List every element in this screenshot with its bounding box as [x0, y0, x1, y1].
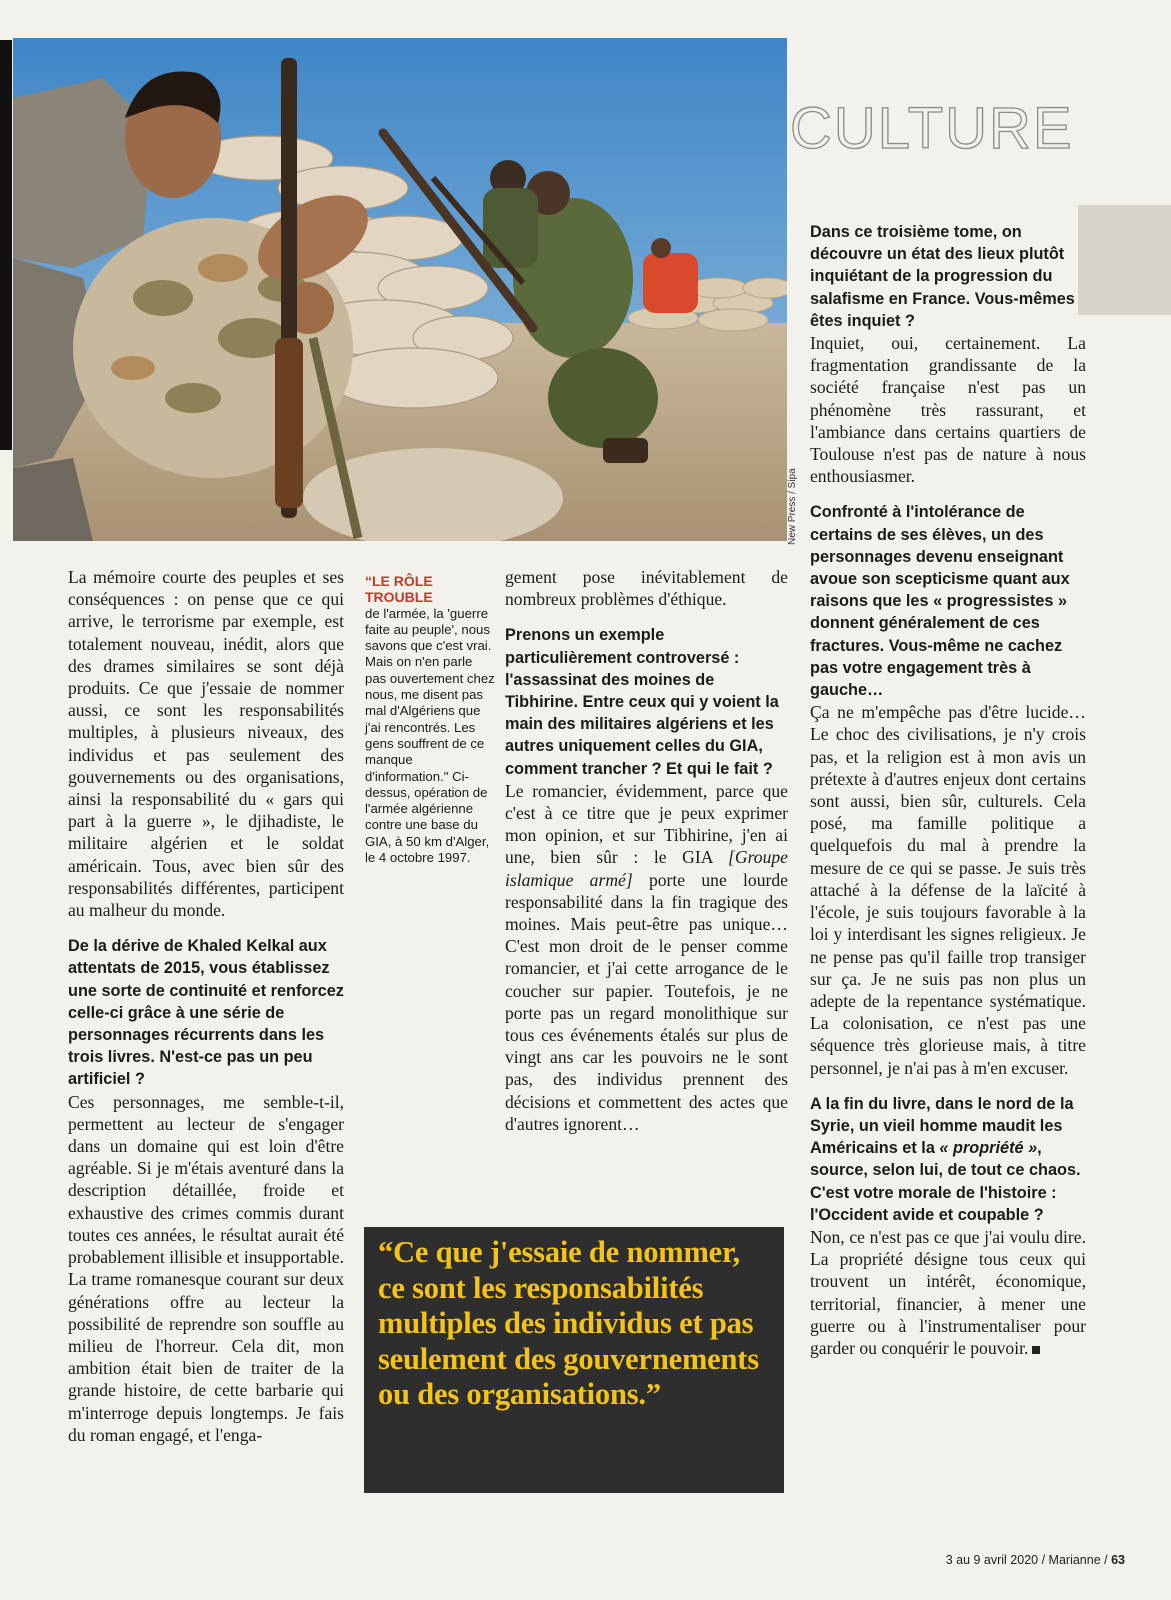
- section-label: CULTURE: [790, 96, 1074, 161]
- interview-question: De la dérive de Khaled Kelkal aux attentats de 2015, vous établissez une sorte de continuité et renforcez celle-ci grâce à une série de personnages récurrents dans les trois livres. N'est-ce pas un peu artificiel ?: [68, 937, 344, 1089]
- column-4: [810, 221, 1086, 1359]
- paragraph: La mémoire courte des peuples et ses conséquences : on pense que ce qui arrive, le terrorisme par exemple, est totalement nouveau, inédit, alors que des drames similaires se sont déjà produits. Ce que j'essaie de nommer aussi, ce sont les responsabilités multiples, à plusieurs niveaux, des individus et pas seulement des gouvernements ou des organisations, ainsi la responsabilité du « gars qui part à la guerre », le djihadiste, le militaire algérien et le soldat américain. Tous, avec bien sûr des responsabilités différentes, participent au malheur du monde.: [68, 567, 344, 921]
- photo-caption: [365, 573, 495, 866]
- answer-text: porte une lourde responsabilité dans la fin tragique des moines. Mais peut-être pas unique… C'est mon droit de le penser comme romancier, et j'ai cette arrogance de le coucher sur papier. Toutefois, je ne porte pas un regard monolithique sur tous ces événements étalés sur plus de vingt ans car les pouvoirs ne le sont pas, des individus prennent des décisions et commettent des actes que d'autres ignorent…: [505, 869, 788, 1134]
- interview-question: Dans ce troisième tome, on découvre un état des lieux plutôt inquiétant de la progression du salafisme en France. Vous-mêmes êtes inquiet ?: [810, 223, 1075, 330]
- answer-text: Non, ce n'est pas ce que j'ai voulu dire. La propriété désigne tous ceux qui trouvent un intérêt, économique, territorial, financier, à mener une guerre ou à l'instrumentaliser pour garder ou conquérir le pouvoir.: [810, 1226, 1086, 1358]
- photo-credit: New Press / Sipa: [787, 468, 798, 545]
- interview-question: [810, 1093, 1086, 1226]
- caption-text: de l'armée, la 'guerre faite au peuple', nous savons que c'est vrai. Mais on n'en parle pas ouvertement chez nous, me disent pas mal d'Algériens que j'ai rencontrés. Les gens souffrent de ce manque d'information." Ci-dessus, opération de l'armée algérienne contre une base du GIA, à 50 km d'Alger, le 4 octobre 1997.: [365, 605, 495, 866]
- answer-text: Le romancier, évidemment, parce que c'est à ce titre que je peux exprimer mon opinion, et sur Tibhirine, j'en ai une, bien sûr : le GIA: [505, 780, 788, 868]
- question-text: , source, selon lui, de tout ce chaos. C'est votre morale de l'histoire : l'Occident avide et coupable ?: [810, 1139, 1081, 1224]
- interview-question: Confronté à l'intolérance de certains de ses élèves, un des personnages devenu enseignant avoue son scepticisme quant aux raisons que les « progressistes » donnent généralement de ces fractures. Vous-même ne cachez pas votre engagement très à gauche…: [810, 503, 1070, 700]
- end-of-article-mark: [1032, 1346, 1040, 1354]
- paragraph: gement pose inévitablement de nombreux problèmes d'éthique.: [505, 567, 788, 610]
- answer-italic: [Groupe islamique armé]: [505, 847, 788, 890]
- pull-quote-text: “Ce que j'essaie de nommer, ce sont les responsabilités multiples des individus et pas seulement des gouvernements ou des organisations.”: [378, 1235, 759, 1411]
- interview-question: Prenons un exemple particulièrement controversé : l'assassinat des moines de Tibhirine. Entre ceux qui y voient la main des militaires algériens et les autres uniquement celles du GIA, comment trancher ? Et qui le fait ?: [505, 626, 779, 778]
- soldiers-photo: [13, 38, 787, 541]
- column-1: [68, 566, 344, 1446]
- question-italic: « propriété »: [939, 1139, 1038, 1158]
- page-footer: 3 au 9 avril 2020 / Marianne / 63: [945, 1553, 1125, 1567]
- question-text: A la fin du livre, dans le nord de la Syrie, un vieil homme maudit les Américains et la: [810, 1094, 1074, 1158]
- page-edge-shadow: [0, 40, 12, 450]
- interview-answer: [505, 780, 788, 1135]
- page-number: 63: [1111, 1553, 1125, 1567]
- pull-quote: [364, 1227, 784, 1493]
- interview-answer: Ça ne m'empêche pas d'être lucide… Le choc des civilisations, je n'y crois pas, et la religion est à mon avis un prétexte à d'autres enjeux dont certains sont aussi, bien sûr, culturels. Cela posé, ma famille politique a quelquefois du mal à prendre la mesure de ce qui se passe. Je suis très attaché à la défense de la laïcité à l'école, je suis toujours favorable à la loi y interdisant les signes religieux. Je ne pense pas qu'il faille trop transiger sur ça. Je ne suis pas non plus un adepte de la repentance systématique. La colonisation, ce n'est pas une séquence très glorieuse mais, à titre personnel, je n'ai pas à m'en excuser.: [810, 702, 1086, 1078]
- column-3: [505, 566, 788, 1135]
- background-initial-letter: [1078, 205, 1171, 315]
- issue-date: 3 au 9 avril 2020: [945, 1553, 1039, 1567]
- interview-answer: Inquiet, oui, certainement. La fragmentation grandissante de la société française n'est pas un phénomène très rassurant, et l'ambiance dans certains quartiers de Toulouse n'est pas de nature à nous enthousiasmer.: [810, 333, 1086, 487]
- interview-answer: Ces personnages, me semble-t-il, permettent au lecteur de s'engager dans un domaine qui est loin d'être agréable. Si je m'étais aventuré dans la description détaillée, froide et exhaustive des crimes commis durant toutes ces années, le résultat aurait été probablement illisible et insupportable. La trame romanesque courant sur deux générations offre au lecteur la possibilité de reprendre son souffle au milieu de l'horreur. Cela dit, mon ambition était bien de traiter de la grande histoire, de cette barbarie qui m'interroge depuis longtemps. Je fais du roman engagé, et l'enga-: [68, 1091, 344, 1445]
- caption-title: “LE RÔLE TROUBLE: [365, 573, 433, 606]
- magazine-name: Marianne: [1048, 1553, 1101, 1567]
- interview-answer: [810, 1226, 1086, 1359]
